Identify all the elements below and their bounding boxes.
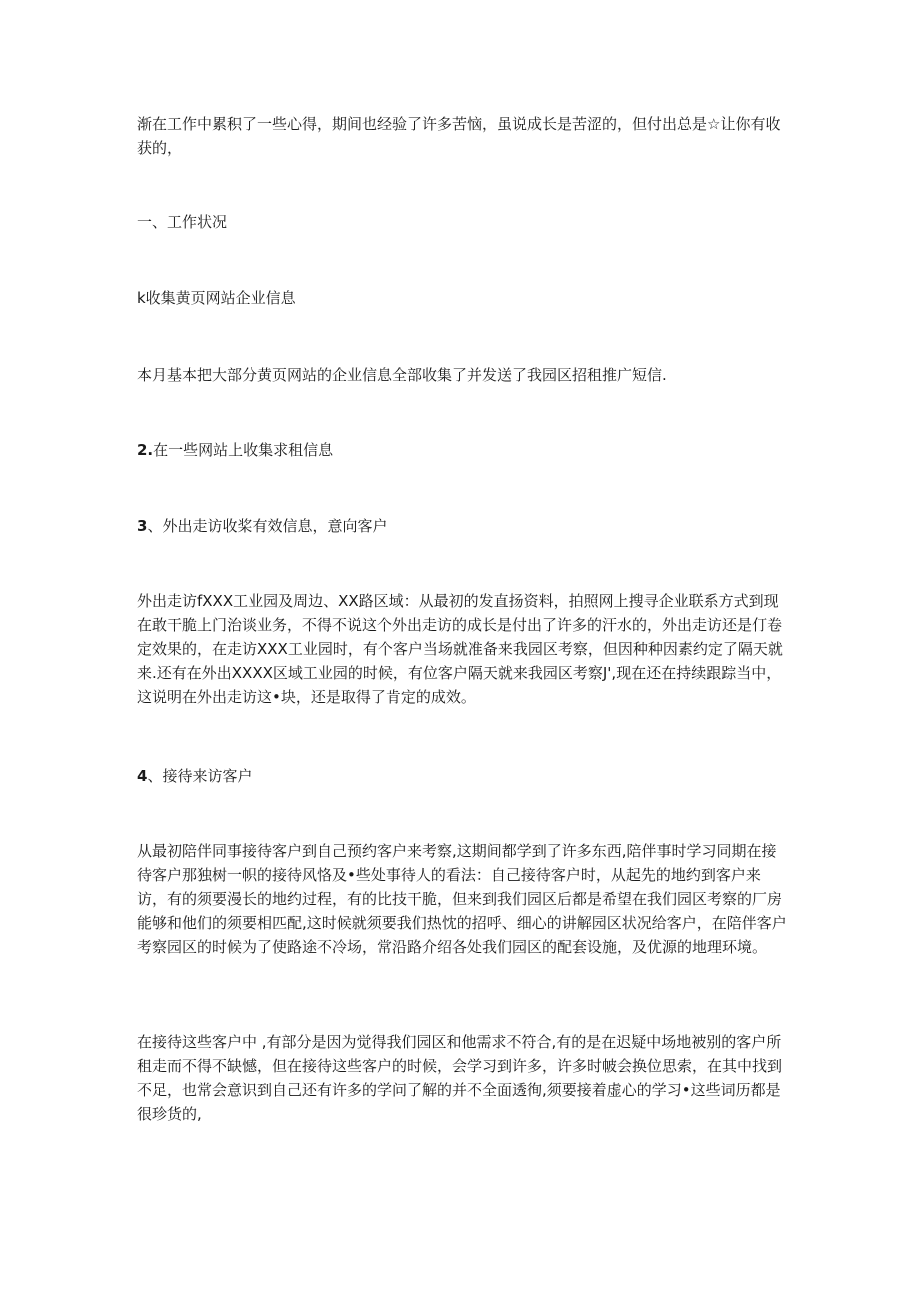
item2-heading bbox=[137, 438, 787, 462]
item3-heading bbox=[137, 514, 787, 538]
intro-paragraph: 渐在工作中累积了一些心得，期间也经验了许多苦恼，虽说成长是苦涩的，但付出总是☆让你有收获的， bbox=[137, 115, 781, 157]
item4-number: 4 bbox=[137, 767, 148, 785]
item4-heading-text: 、接待来访客户 bbox=[147, 767, 253, 785]
item1-heading: k收集黄页网站企业信息 bbox=[137, 289, 296, 307]
item3-heading-text: 、外出走访收桨有效信息，意向客户 bbox=[147, 517, 388, 535]
item4-heading bbox=[137, 764, 787, 788]
section-heading-work-status: 一、工作状况 bbox=[137, 213, 228, 231]
item2-number: 2. bbox=[137, 441, 154, 459]
item1-body: 本月基本把大部分黄页网站的企业信息全部收集了并发送了我园区招租推广短信. bbox=[137, 366, 667, 384]
item3-body: 外出走访fXXX工业园及周边、XX路区域：从最初的发直扬资料，拍照网上搜寻企业联系方式到现在敢干脆上门治谈业务，不得不说这个外出走访的成长是付出了许多的汗水的，外出走访还是仃卷定效果的，在走访XXX工业园时，有个客户当场就准备来我园区考察，但因种种因素约定了隔天就来.还有在外出XXXX区域工业园的时候，有位客户隔天就来我园区考察J',现在还在持续跟踪当中，这说明在外出走访这•块，还是取得了肯定的成效。 bbox=[137, 592, 783, 706]
item3-number: 3 bbox=[137, 517, 148, 535]
item4-body-paragraph-2: 在接待这些客户中 ,有部分是因为觉得我们园区和他需求不符合,有的是在迟疑中场地被别的客户所租走而不得不缺憾，但在接待这些客户的时候，会学习到许多，许多时帔会换位思索，在其中找到不足，也常会意识到自己还有许多的学问了解的并不全面透徇,须要接着虚心的学习•这些词历都是很珍货的, bbox=[137, 1033, 783, 1123]
item2-heading-text: 在一些网站上收集求租信息 bbox=[153, 441, 334, 459]
item4-body-paragraph-1: 从最初陪伴同事接待客户到自己预约客户来考察,这期间都学到了许多东西,陪伴事时学习同期在接待客户那独树一帜的接待风恪及•些处事待人的看法：自己接待客户时，从起先的地约到客户来访，有的须要漫长的地约过程，有的比技干脆，但来到我们园区后都是希望在我们园区考察的厂房能够和他们的须要相匹配,这时候就须要我们热忱的招呼、细心的讲解园区状况给客户，在陪伴客户考察园区的时候为了使路途不冷场，常沿路介绍各处我们园区的配套设施，及优源的地理环境。 bbox=[137, 842, 787, 956]
